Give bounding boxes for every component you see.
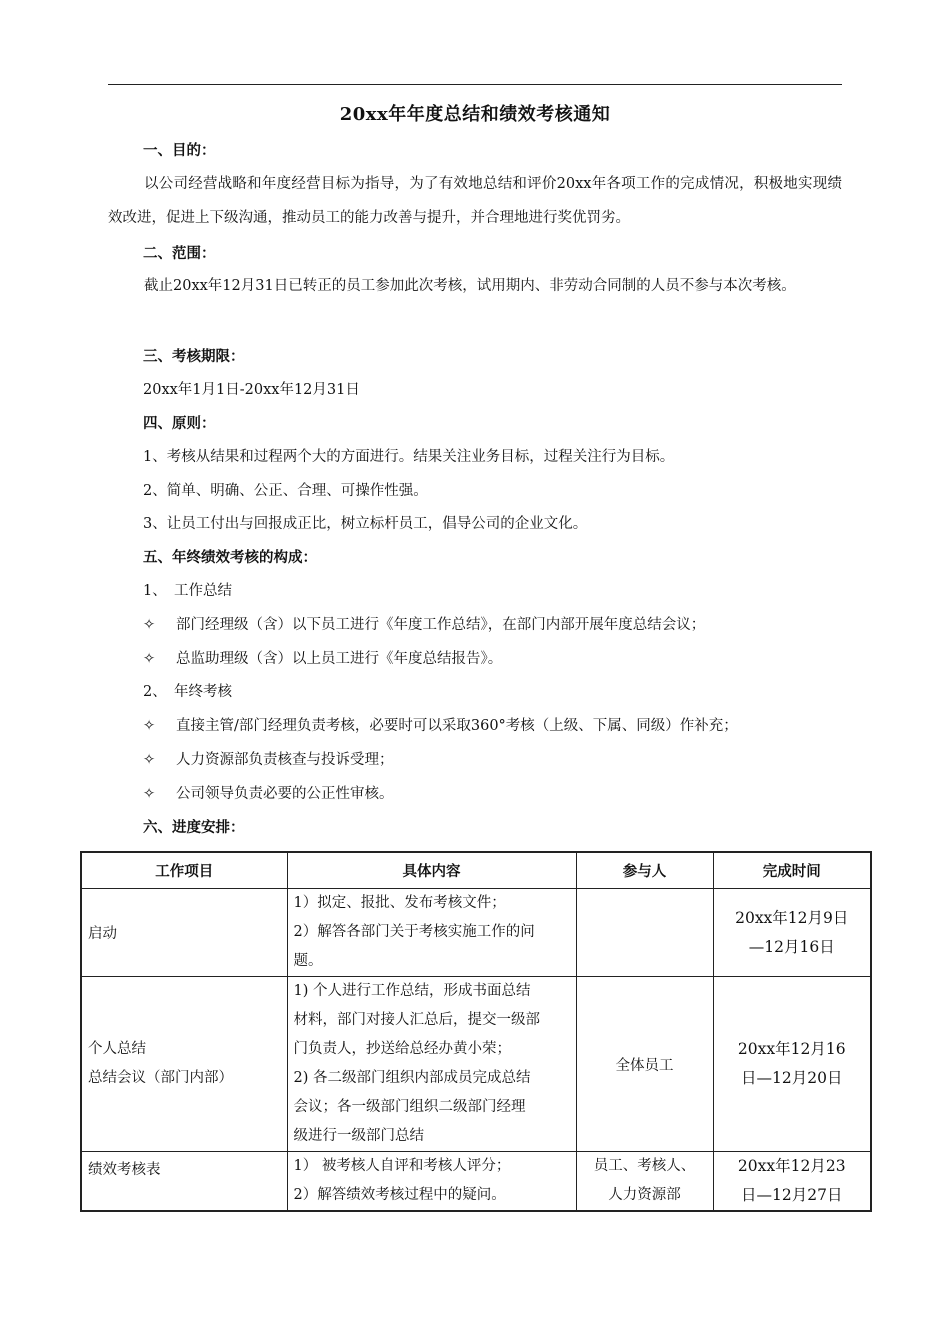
- table-header-cell: 完成时间: [713, 852, 871, 889]
- section-schedule-heading: 六、进度安排：: [143, 819, 245, 836]
- content-line: 2）解答各部门关于考核实施工作的问: [293, 924, 535, 940]
- content-cell: [287, 1152, 576, 1212]
- content-line: 1） 被考核人自评和考核人评分；: [293, 1158, 511, 1174]
- diamond-bullet-icon: ✧: [143, 752, 156, 768]
- work-item-cell: [81, 889, 287, 977]
- deadline-line: 20xx年12月23: [737, 1157, 846, 1175]
- content-line: 2）解答绩效考核过程中的疑问。: [293, 1187, 506, 1203]
- composition-bullet-item: [143, 750, 394, 770]
- composition-bullet-item: [143, 615, 705, 635]
- table-row: [81, 889, 871, 977]
- participants-cell: [576, 889, 713, 977]
- work-item-text: 总结会议（部门内部）: [88, 1070, 233, 1086]
- content-line: 会议；各一级部门组织二级部门经理: [293, 1099, 526, 1115]
- participants-text: 员工、考核人、: [593, 1158, 696, 1174]
- table-row: [81, 1152, 871, 1212]
- section-purpose-text: 以公司经营战略和年度经营目标为指导，为了有效地总结和评价20xx年各项工作的完成情况，积极地实现绩效改进，促进上下级沟通，推动员工的能力改善与提升，并合理地进行奖优罚劣。: [108, 176, 842, 226]
- table-header-cell: 工作项目: [81, 852, 287, 889]
- work-item-text: 个人总结: [88, 1041, 146, 1057]
- work-item-cell: [81, 977, 287, 1152]
- table-header-row: [81, 852, 871, 889]
- table-row: [81, 977, 871, 1152]
- section-scope-text: 截止20xx年12月31日已转正的员工参加此次考核，试用期内、非劳动合同制的人员不参与本次考核。: [144, 278, 796, 294]
- diamond-bullet-icon: ✧: [143, 651, 156, 667]
- content-line: 材料，部门对接人汇总后，提交一级部: [293, 1012, 540, 1028]
- deadline-line: 20xx年12月9日: [735, 908, 849, 927]
- document-title: 20xx年年度总结和绩效考核通知: [339, 104, 611, 125]
- section-purpose-heading: 一、目的：: [143, 142, 216, 159]
- content-line: 级进行一级部门总结: [293, 1128, 424, 1144]
- composition-sub-heading: 2、 年终考核: [143, 684, 232, 700]
- schedule-table: [80, 851, 872, 1212]
- content-cell: [287, 889, 576, 977]
- deadline-line: 日—12月27日: [741, 1186, 843, 1204]
- work-item-text: 绩效考核表: [88, 1162, 161, 1178]
- bullet-text: 公司领导负责必要的公正性审核。: [176, 786, 394, 802]
- deadline-cell: [713, 977, 871, 1152]
- principle-item: 2、简单、明确、公正、合理、可操作性强。: [143, 483, 428, 499]
- content-line: 门负责人，抄送给总经办黄小荣；: [293, 1041, 511, 1057]
- composition-bullet-item: [143, 784, 394, 804]
- content-line: 1) 个人进行工作总结，形成书面总结: [293, 983, 531, 999]
- principle-item: 3、让员工付出与回报成正比，树立标杆员工，倡导公司的企业文化。: [143, 516, 588, 532]
- principle-item: 1、考核从结果和过程两个大的方面进行。结果关注业务目标，过程关注行为目标。: [143, 449, 675, 465]
- section-period-heading: 三、考核期限：: [143, 348, 245, 365]
- table-header-cell: 参与人: [576, 852, 713, 889]
- deadline-line: 20xx年12月16: [737, 1040, 846, 1058]
- content-line: 2) 各二级部门组织内部成员完成总结: [293, 1070, 531, 1086]
- bullet-text: 直接主管/部门经理负责考核，必要时可以采取360°考核（上级、下属、同级）作补充；: [176, 718, 738, 734]
- content-cell: [287, 977, 576, 1152]
- bullet-text: 人力资源部负责核查与投诉受理；: [176, 752, 394, 768]
- work-item-text: 启动: [88, 926, 117, 942]
- bullet-text: 部门经理级（含）以下员工进行《年度工作总结》，在部门内部开展年度总结会议；: [176, 617, 706, 633]
- content-line: 题。: [293, 953, 323, 969]
- participants-cell: [576, 1152, 713, 1212]
- header-rule: [108, 84, 842, 85]
- composition-bullet-item: [143, 716, 738, 736]
- section-scope-heading: 二、范围：: [143, 245, 216, 262]
- content-line: 1）拟定、报批、发布考核文件；: [293, 895, 506, 911]
- table-header-cell: 具体内容: [287, 852, 576, 889]
- diamond-bullet-icon: ✧: [143, 786, 156, 802]
- participants-text: 人力资源部: [608, 1187, 681, 1203]
- participants-cell: [576, 977, 713, 1152]
- deadline-cell: [713, 889, 871, 977]
- deadline-line: 日—12月20日: [741, 1069, 843, 1087]
- deadline-cell: [713, 1152, 871, 1212]
- bullet-text: 总监助理级（含）以上员工进行《年度总结报告》。: [176, 651, 503, 667]
- work-item-cell: [81, 1152, 287, 1212]
- diamond-bullet-icon: ✧: [143, 718, 156, 734]
- composition-sub-heading: 1、 工作总结: [143, 583, 232, 599]
- deadline-line: —12月16日: [748, 937, 835, 956]
- section-composition-heading: 五、年终绩效考核的构成：: [143, 549, 317, 566]
- composition-bullet-item: [143, 649, 502, 669]
- participants-text: 全体员工: [615, 1057, 674, 1074]
- section-period-text: 20xx年1月1日-20xx年12月31日: [143, 382, 360, 398]
- section-principles-heading: 四、原则：: [143, 415, 216, 432]
- diamond-bullet-icon: ✧: [143, 617, 156, 633]
